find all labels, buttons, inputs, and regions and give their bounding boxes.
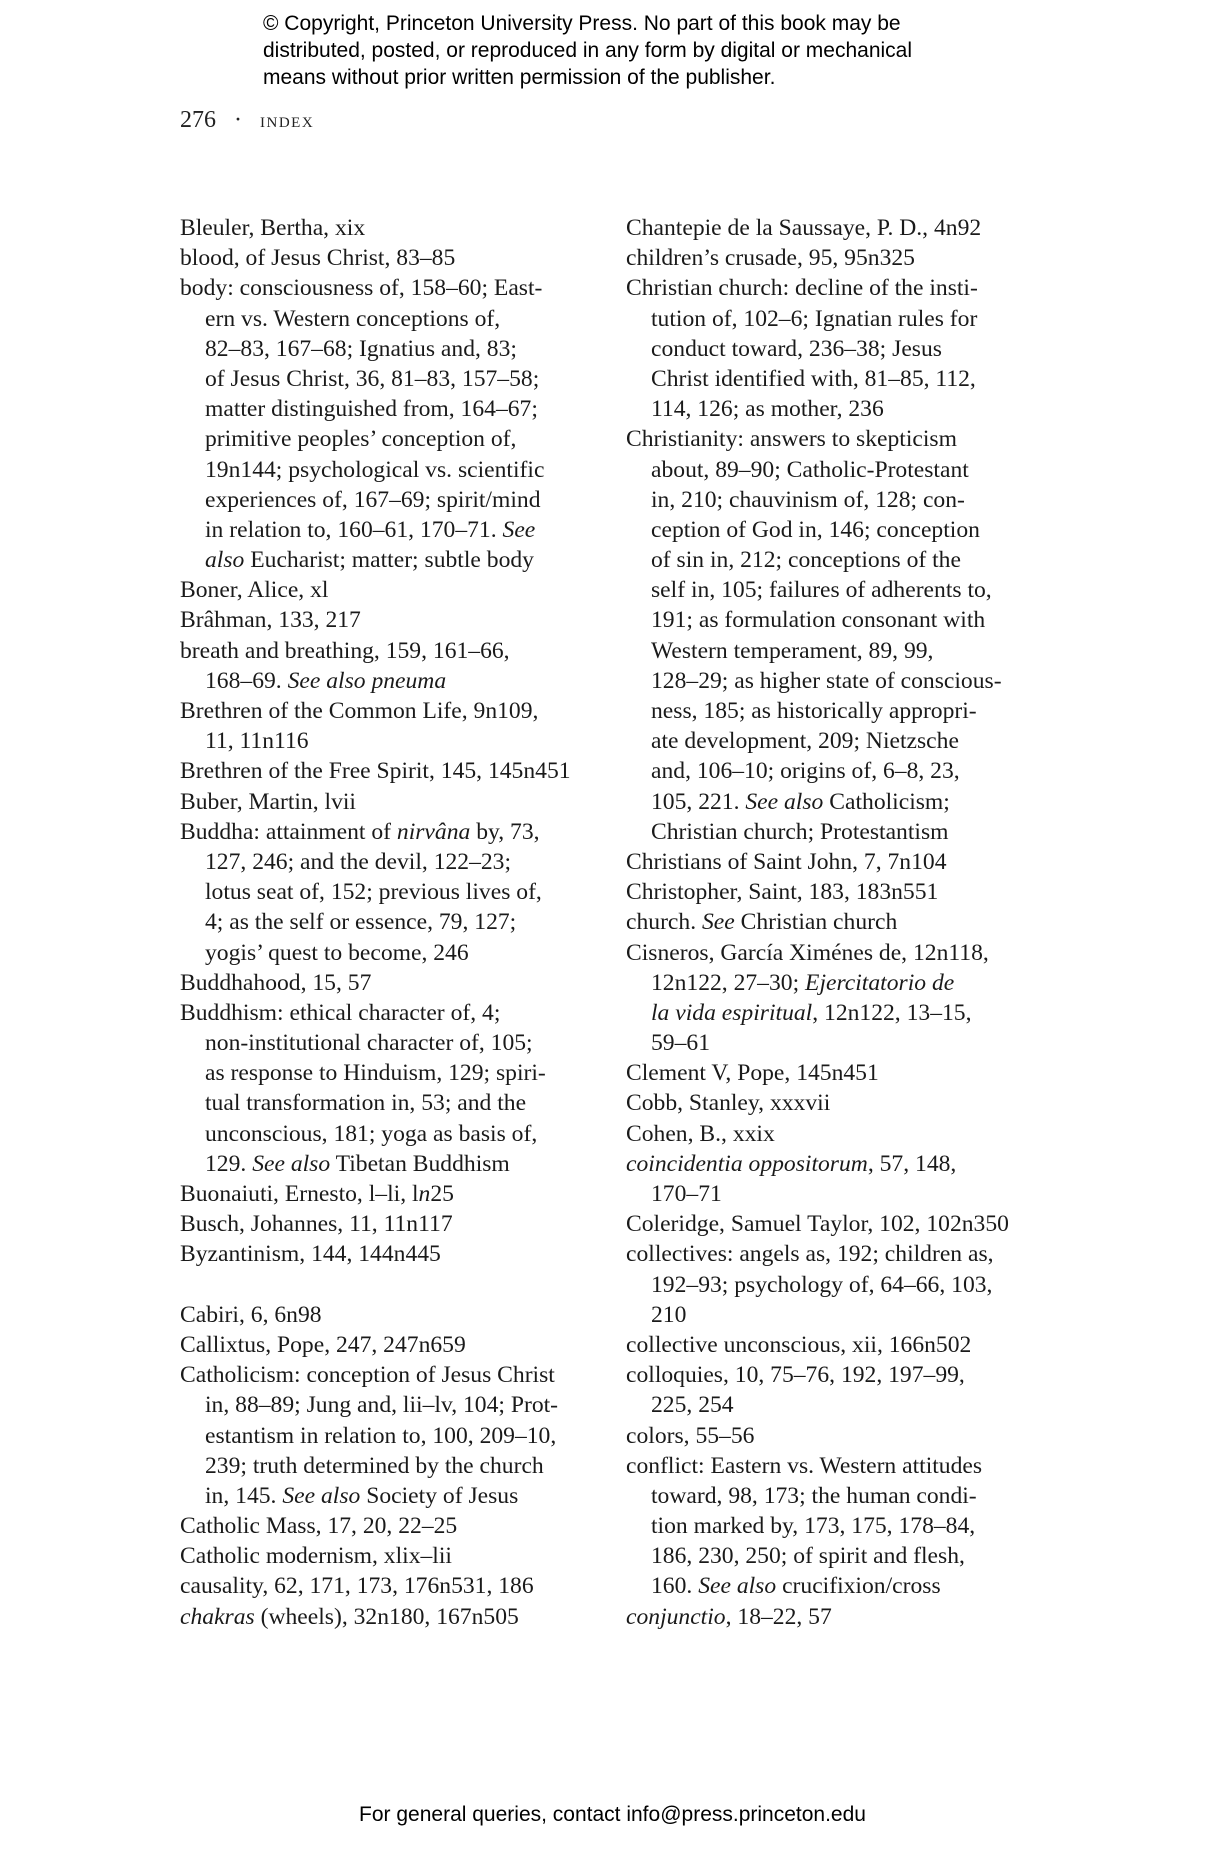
copyright-line: means without prior written permission of the publisher. [263, 66, 776, 89]
entry-text: 191; as formulation consonant with [651, 607, 986, 634]
entry-text: Buddha: attainment of [180, 818, 397, 845]
index-entry [180, 787, 610, 817]
index-entry [180, 1209, 610, 1239]
index-entry-continuation [626, 1028, 1056, 1058]
italic-text: Ejercitatorio de [805, 969, 955, 996]
entry-text: causality, 62, 171, 173, 176n531, 186 [180, 1573, 534, 1600]
entry-text: ern vs. Western conceptions of, [205, 305, 501, 332]
index-entry-continuation [626, 666, 1056, 696]
italic-text: See also [252, 1150, 331, 1177]
entry-text: 59–61 [651, 1030, 710, 1057]
entry-text: colors, 55–56 [626, 1422, 755, 1449]
index-entry [180, 1541, 610, 1571]
entry-text: Buddhism: ethical character of, 4; [180, 999, 501, 1026]
entry-text: Western temperament, 89, 99, [651, 637, 934, 664]
entry-text: , 12n122, 13–15, [812, 999, 972, 1026]
entry-text: Christian church: decline of the insti- [626, 275, 978, 302]
entry-text: lotus seat of, 152; previous lives of, [205, 879, 542, 906]
entry-text: matter distinguished from, 164–67; [205, 396, 538, 423]
index-entry-continuation [180, 938, 610, 968]
index-entry-continuation [626, 636, 1056, 666]
footer-contact: For general queries, contact info@press.princeton.edu [359, 1803, 866, 1826]
index-entry-continuation [626, 1270, 1056, 1300]
entry-text: estantism in relation to, 100, 209–10, [205, 1422, 557, 1449]
italic-text: conjunctio [626, 1603, 726, 1630]
entry-text: Catholic Mass, 17, 20, 22–25 [180, 1513, 458, 1540]
index-entry-continuation [626, 394, 1056, 424]
entry-text: of sin in, 212; conceptions of the [651, 547, 961, 574]
entry-text: 160. [651, 1573, 699, 1600]
index-entry [626, 1149, 1056, 1179]
index-entry-continuation [626, 364, 1056, 394]
index-entry-continuation [180, 394, 610, 424]
index-entry-continuation [180, 364, 610, 394]
index-entry-continuation [180, 1390, 610, 1420]
entry-text: 225, 254 [651, 1392, 734, 1419]
index-entry-continuation [626, 726, 1056, 756]
index-column-left [180, 213, 610, 1632]
entry-text: Eucharist; matter; subtle body [244, 547, 534, 574]
index-entry-continuation [180, 666, 610, 696]
index-entry-continuation [626, 605, 1056, 635]
entry-text: 25 [430, 1181, 454, 1207]
index-entry [626, 877, 1056, 907]
index-entry-continuation [180, 485, 610, 515]
index-entry-continuation [180, 455, 610, 485]
index-entry-continuation [626, 1481, 1056, 1511]
entry-text: Busch, Johannes, 11, 11n117 [180, 1211, 453, 1238]
entry-text: primitive peoples’ conception of, [205, 426, 517, 453]
entry-text: collectives: angels as, 192; children as, [626, 1241, 994, 1268]
index-entry-continuation [180, 545, 610, 575]
index-entry-continuation [180, 1119, 610, 1149]
copyright-notice [263, 10, 1023, 91]
index-entry [626, 424, 1056, 454]
entry-text: Buddhahood, 15, 57 [180, 969, 372, 996]
index-entry-continuation [180, 1421, 610, 1451]
entry-text: 192–93; psychology of, 64–66, 103, [651, 1271, 993, 1298]
index-entry [180, 273, 610, 303]
entry-text: 114, 126; as mother, 236 [651, 396, 884, 423]
entry-text: Christ identified with, 81–85, 112, [651, 365, 976, 392]
italic-text: See also pneuma [287, 667, 447, 694]
index-entry-continuation [180, 877, 610, 907]
entry-text: Brethren of the Common Life, 9n109, [180, 698, 539, 724]
index-entry [626, 907, 1056, 937]
entry-text: Catholic modernism, xlix–lii [180, 1543, 452, 1570]
entry-text: Byzantinism, 144, 144n445 [180, 1241, 441, 1268]
entry-text: tual transformation in, 53; and the [205, 1090, 527, 1117]
index-entry-continuation [626, 1179, 1056, 1209]
copyright-line: © Copyright, Princeton University Press. No part of this book may be [263, 12, 901, 35]
entry-text: conduct toward, 236–38; Jesus [651, 335, 942, 362]
entry-text: Buonaiuti, Ernesto, l–li, l [180, 1181, 419, 1207]
entry-text: Christian church [734, 909, 898, 936]
index-entry-continuation [180, 1481, 610, 1511]
entry-text: tion marked by, 173, 175, 178–84, [651, 1513, 976, 1540]
index-entry-continuation [626, 485, 1056, 515]
index-entry [626, 213, 1056, 243]
entry-text: blood, of Jesus Christ, 83–85 [180, 245, 456, 272]
entry-text: 11, 11n116 [205, 728, 309, 755]
index-entry-continuation [626, 696, 1056, 726]
entry-text: 82–83, 167–68; Ignatius and, 83; [205, 335, 517, 362]
index-entry [180, 1179, 610, 1209]
italic-text: See [702, 909, 735, 936]
index-entry-continuation [626, 1511, 1056, 1541]
index-entry [180, 1300, 610, 1330]
index-entry [180, 968, 610, 998]
index-entry-continuation [180, 726, 610, 756]
entry-text: 168–69. [205, 667, 288, 694]
entry-text: by, 73, [470, 818, 540, 845]
entry-text: (wheels), 32n180, 167n505 [254, 1603, 519, 1630]
index-entry-continuation [626, 455, 1056, 485]
index-entry [180, 1330, 610, 1360]
index-entry [180, 696, 610, 726]
index-entry-continuation [180, 907, 610, 937]
entry-text: 105, 221. [651, 788, 746, 815]
entry-text: church. [626, 909, 702, 936]
entry-text: Cisneros, García Ximénes de, 12n118, [626, 939, 989, 966]
entry-text: Christianity: answers to skepticism [626, 426, 957, 453]
entry-text: collective unconscious, xii, 166n502 [626, 1331, 972, 1358]
index-entry [180, 756, 610, 786]
entry-text: Catholicism: conception of Jesus Christ [180, 1362, 555, 1389]
index-entry-continuation [626, 756, 1056, 786]
entry-text: Chantepie de la Saussaye, P. D., 4n92 [626, 215, 982, 241]
running-head-title: index [260, 107, 315, 132]
entry-text: Cohen, B., xxix [626, 1120, 775, 1147]
entry-text: body: consciousness of, 158–60; East- [180, 275, 543, 302]
index-entry [180, 1360, 610, 1390]
entry-text: 239; truth determined by the church [205, 1452, 544, 1479]
index-entry [626, 1239, 1056, 1269]
index-entry [180, 1239, 610, 1269]
entry-text: Bleuler, Bertha, xix [180, 215, 366, 241]
index-entry [180, 575, 610, 605]
entry-text: children’s crusade, 95, 95n325 [626, 245, 915, 272]
entry-text: crucifixion/cross [776, 1573, 941, 1600]
entry-text: Callixtus, Pope, 247, 247n659 [180, 1331, 466, 1358]
italic-text: nirvâna [396, 818, 471, 845]
entry-text: in, 88–89; Jung and, lii–lv, 104; Prot- [205, 1392, 559, 1419]
italic-text: See also [282, 1482, 361, 1509]
entry-text: Society of Jesus [360, 1482, 519, 1509]
index-entry [626, 1119, 1056, 1149]
index-entry [180, 605, 610, 635]
entry-text: in relation to, 160–61, 170–71. [205, 516, 503, 543]
entry-text: 128–29; as higher state of conscious- [651, 667, 1002, 694]
italic-text: coincidentia oppositorum [626, 1150, 868, 1177]
entry-text: colloquies, 10, 75–76, 192, 197–99, [626, 1362, 965, 1389]
italic-text: n [418, 1181, 431, 1207]
entry-text: Catholicism; [823, 788, 950, 815]
index-entry-continuation [626, 1571, 1056, 1601]
entry-text: toward, 98, 173; the human condi- [651, 1482, 977, 1509]
index-entry-continuation [626, 304, 1056, 334]
index-entry-continuation [180, 1149, 610, 1179]
index-entry [180, 243, 610, 273]
index-entry-continuation [626, 968, 1056, 998]
entry-text: tution of, 102–6; Ignatian rules for [651, 305, 978, 332]
index-entry-continuation [180, 1058, 610, 1088]
index-entry [626, 1421, 1056, 1451]
entry-text: experiences of, 167–69; spirit/mind [205, 486, 541, 513]
index-entry-continuation [180, 424, 610, 454]
index-entry [180, 213, 610, 243]
index-entry-continuation [180, 847, 610, 877]
running-head-separator: · [234, 107, 242, 133]
running-head [180, 107, 314, 134]
index-entry [626, 1451, 1056, 1481]
index-entry [626, 1330, 1056, 1360]
index-entry-continuation [180, 1088, 610, 1118]
entry-text: unconscious, 181; yoga as basis of, [205, 1120, 538, 1147]
entry-text: Clement V, Pope, 145n451 [626, 1060, 879, 1087]
index-entry-continuation [626, 515, 1056, 545]
page-number: 276 [180, 107, 216, 133]
entry-text: as response to Hinduism, 129; spiri- [205, 1060, 546, 1087]
entry-text: Tibetan Buddhism [330, 1150, 510, 1177]
entry-text: 4; as the self or essence, 79, 127; [205, 909, 517, 936]
index-entry-continuation [180, 515, 610, 545]
entry-text: Cobb, Stanley, xxxvii [626, 1090, 831, 1117]
entry-text: yogis’ quest to become, 246 [205, 939, 469, 966]
entry-text: 129. [205, 1150, 253, 1177]
index-entry [180, 1602, 610, 1632]
entry-text: , 57, 148, [867, 1150, 957, 1177]
index-entry [626, 938, 1056, 968]
entry-text: Buber, Martin, lvii [180, 788, 356, 815]
index-entry [626, 1058, 1056, 1088]
entry-text: Brâhman, 133, 217 [180, 607, 361, 634]
index-entry-continuation [180, 304, 610, 334]
index-entry-continuation [626, 817, 1056, 847]
italic-text: See also [698, 1573, 777, 1600]
index-entry [180, 1571, 610, 1601]
index-entry-continuation [180, 334, 610, 364]
index-entry-continuation [626, 334, 1056, 364]
italic-text: See [502, 516, 536, 543]
entry-text: Coleridge, Samuel Taylor, 102, 102n350 [626, 1211, 1009, 1238]
entry-text: 210 [651, 1301, 687, 1328]
entry-text: and, 106–10; origins of, 6–8, 23, [651, 758, 960, 785]
entry-text: ness, 185; as historically appropri- [651, 698, 977, 724]
italic-text: la vida espiritual [651, 999, 813, 1026]
index-entry-continuation [626, 545, 1056, 575]
italic-text: also [205, 547, 245, 574]
index-column-right [626, 213, 1056, 1632]
index-entry [180, 817, 610, 847]
entry-text: Brethren of the Free Spirit, 145, 145n451 [180, 758, 571, 785]
entry-text: 170–71 [651, 1181, 722, 1207]
entry-text: ception of God in, 146; conception [651, 516, 980, 543]
entry-text: , 18–22, 57 [725, 1603, 832, 1630]
entry-text: in, 210; chauvinism of, 128; con- [651, 486, 965, 513]
entry-text: of Jesus Christ, 36, 81–83, 157–58; [205, 365, 540, 392]
entry-text: Christopher, Saint, 183, 183n551 [626, 879, 939, 906]
entry-text: 127, 246; and the devil, 122–23; [205, 848, 512, 875]
entry-text: Christian church; Protestantism [651, 818, 949, 845]
index-entry [626, 847, 1056, 877]
index-entry [626, 1209, 1056, 1239]
index-entry [180, 1511, 610, 1541]
entry-text: 186, 230, 250; of spirit and flesh, [651, 1543, 965, 1570]
entry-text: ate development, 209; Nietzsche [651, 728, 959, 755]
entry-text: Christians of Saint John, 7, 7n104 [626, 848, 947, 875]
index-entry-continuation [626, 575, 1056, 605]
index-entry [626, 273, 1056, 303]
index-entry-continuation [626, 787, 1056, 817]
entry-text: 12n122, 27–30; [651, 969, 806, 996]
italic-text: chakras [180, 1603, 255, 1630]
entry-text: self in, 105; failures of adherents to, [651, 577, 992, 604]
index-entry [180, 998, 610, 1028]
index-entry-continuation [180, 1451, 610, 1481]
entry-text: conflict: Eastern vs. Western attitudes [626, 1452, 983, 1479]
index-entry [626, 243, 1056, 273]
entry-text: 19n144; psychological vs. scientific [205, 456, 545, 483]
index-entry [626, 1602, 1056, 1632]
index-entry-continuation [626, 998, 1056, 1028]
entry-text: Boner, Alice, xl [180, 577, 329, 604]
index-entry [180, 636, 610, 666]
letter-group-gap [180, 1270, 610, 1300]
entry-text: non-institutional character of, 105; [205, 1030, 533, 1057]
entry-text: Cabiri, 6, 6n98 [180, 1301, 322, 1328]
entry-text: about, 89–90; Catholic-Protestant [651, 456, 969, 483]
entry-text: breath and breathing, 159, 161–66, [180, 637, 510, 664]
italic-text: See also [745, 788, 824, 815]
entry-text: in, 145. [205, 1482, 283, 1509]
index-entry [626, 1360, 1056, 1390]
index-entry-continuation [180, 1028, 610, 1058]
index-entry-continuation [626, 1390, 1056, 1420]
copyright-line: distributed, posted, or reproduced in any form by digital or mechanical [263, 39, 913, 62]
index-entry-continuation [626, 1300, 1056, 1330]
index-entry [626, 1088, 1056, 1118]
index-entry-continuation [626, 1541, 1056, 1571]
